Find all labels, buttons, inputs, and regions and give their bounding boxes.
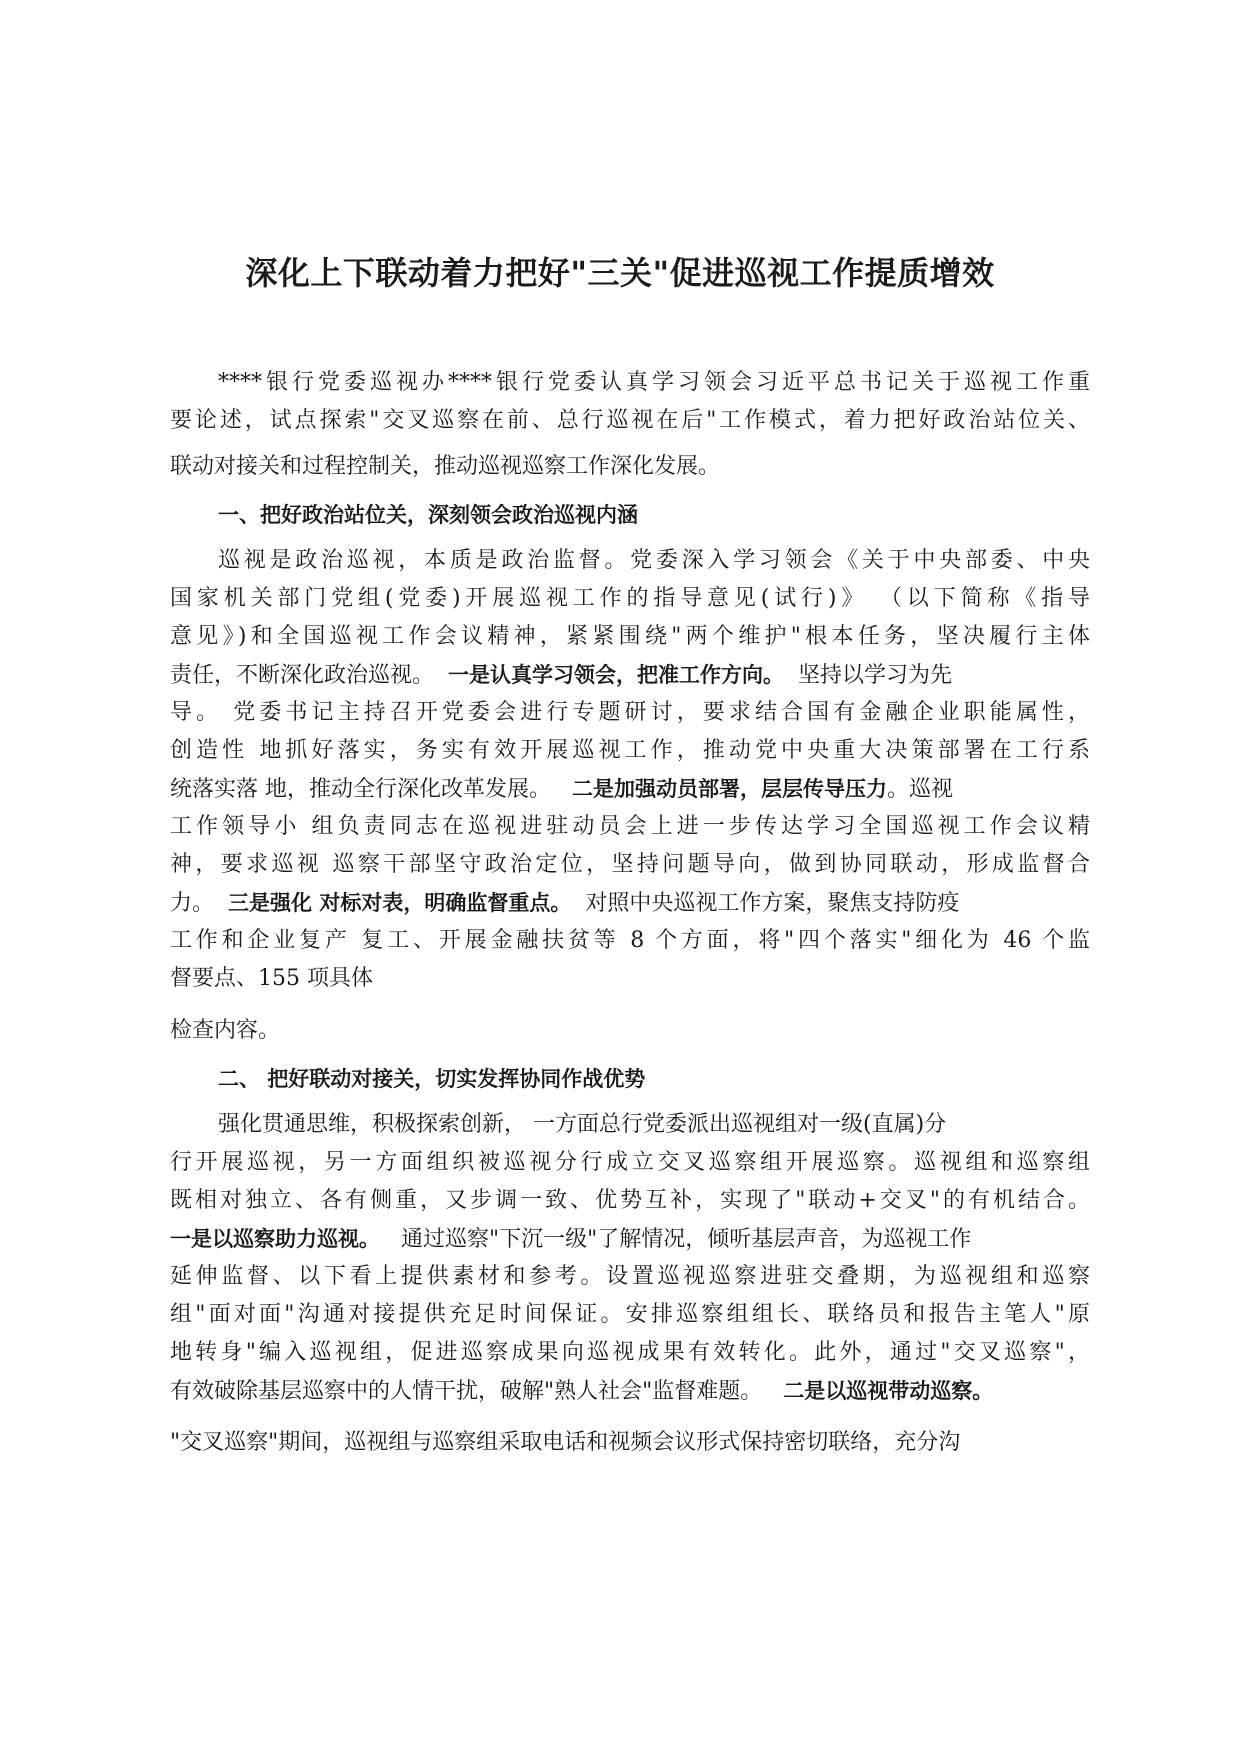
document-title: 深化上下联动着力把好"三关"促进巡视工作提质增效 — [245, 254, 995, 292]
bold-point: 一是认真学习领会，把准工作方向。 — [448, 663, 785, 687]
paragraph-line: 行开展巡视，另一方面组织被巡视分行成立交叉巡察组开展巡察。巡视组和巡察组 — [170, 1150, 1090, 1175]
intro-line: 要论述，试点探索"交叉巡察在前、总行巡视在后"工作模式，着力把好政治站位关、 — [170, 408, 1090, 433]
intro-line: ****银行党委巡视办****银行党委认真学习领会习近平总书记关于巡视工作重 — [218, 370, 1090, 395]
paragraph-line — [170, 774, 1090, 805]
bold-point: 二是加强动员部署，层层传导压力 — [571, 777, 887, 801]
bold-point: 二是以巡视带动巡察。 — [783, 1379, 994, 1403]
paragraph-line — [170, 660, 1090, 691]
section-heading: 二、 把好联动对接关，切实发挥协同作战优势 — [218, 1067, 646, 1091]
text-run: 通过巡察"下沉一级"了解情况，倾听基层声音，为巡视工作 — [400, 1227, 972, 1252]
paragraph-line: 地转身"编入巡视组，促进巡察成果向巡视成果有效转化。此外，通过"交叉巡察"， — [170, 1340, 1090, 1365]
paragraph-line: 工作领导小 组负责同志在巡视进驻动员会上进一步传达学习全国巡视工作会议精 — [170, 814, 1090, 839]
paragraph-line: 延伸监督、以下看上提供素材和参考。设置巡视巡察进驻交叠期，为巡视组和巡察 — [170, 1264, 1090, 1289]
paragraph-line: 国家机关部门党组(党委)开展巡视工作的指导意见(试行)》 （以下简称《指导 — [170, 586, 1090, 611]
paragraph-line: 组"面对面"沟通对接提供充足时间保证。安排巡察组组长、联络员和报告主笔人"原 — [170, 1302, 1090, 1327]
paragraph-line: "交叉巡察"期间，巡视组与巡察组采取电话和视频会议形式保持密切联络，充分沟 — [170, 1430, 961, 1455]
bold-point: 三是强化 对标对表，明确监督重点。 — [228, 891, 572, 915]
paragraph-line — [170, 888, 1090, 919]
paragraph-line: 意见》)和全国巡视工作会议精神，紧紧围绕"两个维护"根本任务，坚决履行主体 — [170, 624, 1090, 649]
paragraph-line — [170, 1376, 1090, 1407]
section-heading: 一、把好政治站位关，深刻领会政治巡视内涵 — [218, 503, 638, 527]
text-run: 统落实落 地，推动全行深化改革发展。 — [170, 777, 551, 802]
text-run: 力。 — [170, 891, 215, 916]
paragraph-line: 神，要求巡视 巡察干部坚守政治定位，坚持问题导向，做到协同联动，形成监督合 — [170, 852, 1090, 877]
paragraph-line: 强化贯通思维，积极探索创新， 一方面总行党委派出巡视组对一级(直属)分 — [218, 1112, 947, 1137]
text-run: 坚持以学习为先 — [798, 663, 953, 688]
paragraph-line: 导。 党委书记主持召开党委会进行专题研讨，要求结合国有金融企业职能属性， — [170, 700, 1090, 725]
paragraph-line: 检查内容。 — [170, 1018, 281, 1043]
paragraph-line: 巡视是政治巡视，本质是政治监督。党委深入学习领会《关于中央部委、中央 — [218, 548, 1090, 573]
text-run: 对照中央巡视工作方案，聚焦支持防疫 — [585, 891, 960, 916]
paragraph-line: 工作和企业复产 复工、开展金融扶贫等 8 个方面，将"四个落实"细化为 46 个监 — [170, 928, 1090, 953]
paragraph-line: 督要点、155 项具体 — [170, 966, 373, 991]
text-run: 有效破除基层巡察中的人情干扰，破解"熟人社会"监督难题。 — [170, 1379, 763, 1404]
paragraph-line — [170, 1224, 1090, 1255]
paragraph-line: 既相对独立、各有侧重，又步调一致、优势互补，实现了"联动+交叉"的有机结合。 — [170, 1188, 1090, 1213]
paragraph-line: 创造性 地抓好落实，务实有效开展巡视工作，推动党中央重大决策部署在工行系 — [170, 738, 1090, 763]
text-run: 。巡视 — [886, 777, 953, 802]
text-run: 责任，不断深化政治巡视。 — [170, 663, 435, 688]
bold-point: 一是以巡察助力巡视。 — [170, 1227, 380, 1251]
intro-line: 联动对接关和过程控制关，推动巡视巡察工作深化发展。 — [170, 454, 721, 479]
